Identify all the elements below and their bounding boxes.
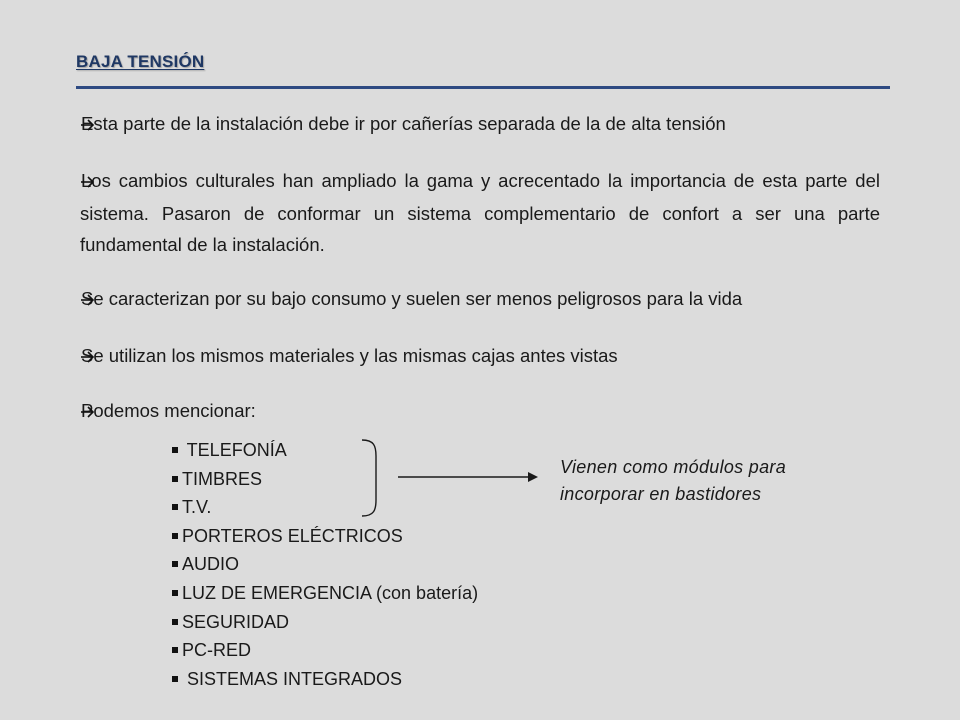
square-bullet-icon xyxy=(172,561,178,567)
square-bullet-icon xyxy=(172,476,178,482)
list-item: LUZ DE EMERGENCIA (con batería) xyxy=(172,579,478,608)
square-bullet-icon xyxy=(172,533,178,539)
square-bullet-icon xyxy=(172,619,178,625)
list-item: AUDIO xyxy=(172,550,478,579)
list-item: SISTEMAS INTEGRADOS xyxy=(172,665,478,694)
square-bullet-icon xyxy=(172,590,178,596)
bullet-text: Podemos mencionar: xyxy=(81,400,256,421)
list-item: T.V. xyxy=(172,493,478,522)
bullet-5 xyxy=(80,395,880,428)
bullet-text: Esta parte de la instalación debe ir por cañerías separada de la de alta tensión xyxy=(81,113,726,134)
bullet-2 xyxy=(80,165,880,260)
list-item: TELEFONÍA xyxy=(172,436,478,465)
long-arrow-icon xyxy=(396,468,542,486)
bullet-3 xyxy=(80,283,880,316)
modules-note: Vienen como módulos para incorporar en bastidores xyxy=(560,457,787,504)
slide-title: BAJA TENSIÓN xyxy=(76,52,205,71)
bullet-4 xyxy=(80,340,880,373)
list-item: PORTEROS ELÉCTRICOS xyxy=(172,522,478,551)
square-bullet-icon xyxy=(172,447,178,453)
bullet-text: Se utilizan los mismos materiales y las mismas cajas antes vistas xyxy=(81,345,618,366)
list-item: TIMBRES xyxy=(172,465,478,494)
square-bullet-icon xyxy=(172,676,178,682)
square-bullet-icon xyxy=(172,504,178,510)
square-bullet-icon xyxy=(172,647,178,653)
bullet-text: Los cambios culturales han ampliado la gama y acrecentado la importancia de esta parte del sistema. Pasaron de conformar un sistema complementario de confort a ser una parte fundamental de la instalación. xyxy=(80,170,880,255)
bullet-text: Se caracterizan por su bajo consumo y suelen ser menos peligrosos para la vida xyxy=(81,288,743,309)
list-item: PC-RED xyxy=(172,636,478,665)
list-item: SEGURIDAD xyxy=(172,608,478,637)
title-divider xyxy=(76,86,890,89)
bracket-icon xyxy=(356,438,382,518)
bullet-1 xyxy=(80,108,880,141)
